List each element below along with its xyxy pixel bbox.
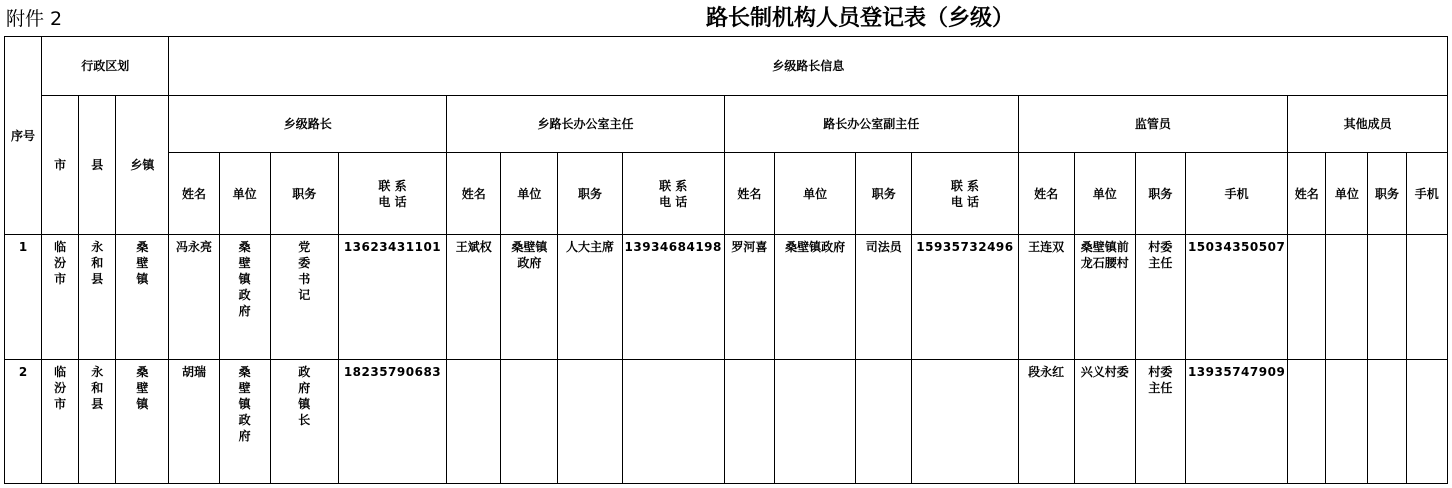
duty-header: 职务 [1135, 153, 1185, 235]
head-name-cell: 胡瑞 [169, 360, 219, 484]
name-header: 姓名 [169, 153, 219, 235]
supervisor-name-cell: 王连双 [1018, 235, 1074, 360]
deputy-duty-cell: 司法员 [856, 235, 912, 360]
deputy-unit-cell [774, 360, 855, 484]
registration-table [4, 36, 1448, 484]
info-header: 乡级路长信息 [169, 37, 1448, 96]
office-deputy-group-header: 路长办公室副主任 [724, 96, 1018, 153]
header-row-1 [5, 37, 1448, 96]
duty-header: 职务 [558, 153, 622, 235]
head-duty-cell: 党委书记 [270, 235, 338, 360]
head-phone-cell: 18235790683 [338, 360, 446, 484]
unit-header: 单位 [1326, 153, 1368, 235]
director-phone-cell: 13934684198 [622, 235, 724, 360]
deputy-phone-cell: 15935732496 [912, 235, 1018, 360]
other-duty-cell [1368, 360, 1406, 484]
other-name-cell [1288, 235, 1326, 360]
director-duty-cell [558, 360, 622, 484]
supervisor-name-cell: 段永红 [1018, 360, 1074, 484]
mobile-header: 手机 [1406, 153, 1447, 235]
page-title: 路长制机构人员登记表（乡级） [705, 6, 1014, 31]
head-name-cell: 冯永亮 [169, 235, 219, 360]
town-head-group-header: 乡级路长 [169, 96, 447, 153]
head-phone-cell: 13623431101 [338, 235, 446, 360]
contact-header: 联 系 电 话 [912, 153, 1018, 235]
header-row-3 [5, 153, 1448, 235]
town-cell: 桑壁镇 [116, 235, 169, 360]
table-row [5, 235, 1448, 360]
name-header: 姓名 [1288, 153, 1326, 235]
deputy-name-cell: 罗河喜 [724, 235, 774, 360]
other-mobile-cell [1406, 235, 1447, 360]
supervisor-phone-cell: 15034350507 [1186, 235, 1288, 360]
seq-cell: 1 [5, 235, 42, 360]
county-header: 县 [79, 96, 116, 235]
deputy-duty-cell [856, 360, 912, 484]
other-mobile-cell [1406, 360, 1447, 484]
unit-header: 单位 [219, 153, 270, 235]
other-name-cell [1288, 360, 1326, 484]
name-header: 姓名 [724, 153, 774, 235]
director-name-cell [447, 360, 501, 484]
city-cell: 临汾市 [42, 360, 79, 484]
city-header: 市 [42, 96, 79, 235]
county-cell: 永和县 [79, 360, 116, 484]
seq-cell: 2 [5, 360, 42, 484]
name-header: 姓名 [447, 153, 501, 235]
county-cell: 永和县 [79, 235, 116, 360]
city-cell: 临汾市 [42, 235, 79, 360]
attachment-label: 附件 2 [6, 8, 63, 30]
contact-header: 联 系 电 话 [622, 153, 724, 235]
name-header: 姓名 [1018, 153, 1074, 235]
seq-header: 序号 [5, 37, 42, 235]
head-unit-cell: 桑壁镇政府 [219, 360, 270, 484]
duty-header: 职务 [856, 153, 912, 235]
deputy-unit-cell: 桑壁镇政府 [774, 235, 855, 360]
duty-header: 职务 [1368, 153, 1406, 235]
mobile-header: 手机 [1186, 153, 1288, 235]
town-header: 乡镇 [116, 96, 169, 235]
director-unit-cell [501, 360, 558, 484]
table-row [5, 360, 1448, 484]
unit-header: 单位 [1074, 153, 1135, 235]
other-unit-cell [1326, 360, 1368, 484]
supervisor-unit-cell: 兴义村委 [1074, 360, 1135, 484]
director-phone-cell [622, 360, 724, 484]
supervisor-phone-cell: 13935747909 [1186, 360, 1288, 484]
supervisor-group-header: 监管员 [1018, 96, 1288, 153]
other-duty-cell [1368, 235, 1406, 360]
unit-header: 单位 [501, 153, 558, 235]
region-header: 行政区划 [42, 37, 169, 96]
supervisor-duty-cell: 村委主任 [1135, 235, 1185, 360]
deputy-phone-cell [912, 360, 1018, 484]
other-unit-cell [1326, 235, 1368, 360]
office-director-group-header: 乡路长办公室主任 [447, 96, 725, 153]
supervisor-duty-cell: 村委主任 [1135, 360, 1185, 484]
head-unit-cell: 桑壁镇政府 [219, 235, 270, 360]
unit-header: 单位 [774, 153, 855, 235]
header-row-2 [5, 96, 1448, 153]
contact-header: 联 系 电 话 [338, 153, 446, 235]
director-unit-cell: 桑壁镇政府 [501, 235, 558, 360]
supervisor-unit-cell: 桑壁镇前龙石腰村 [1074, 235, 1135, 360]
duty-header: 职务 [270, 153, 338, 235]
town-cell: 桑壁镇 [116, 360, 169, 484]
director-duty-cell: 人大主席 [558, 235, 622, 360]
others-group-header: 其他成员 [1288, 96, 1448, 153]
head-duty-cell: 政府镇长 [270, 360, 338, 484]
deputy-name-cell [724, 360, 774, 484]
director-name-cell: 王斌权 [447, 235, 501, 360]
